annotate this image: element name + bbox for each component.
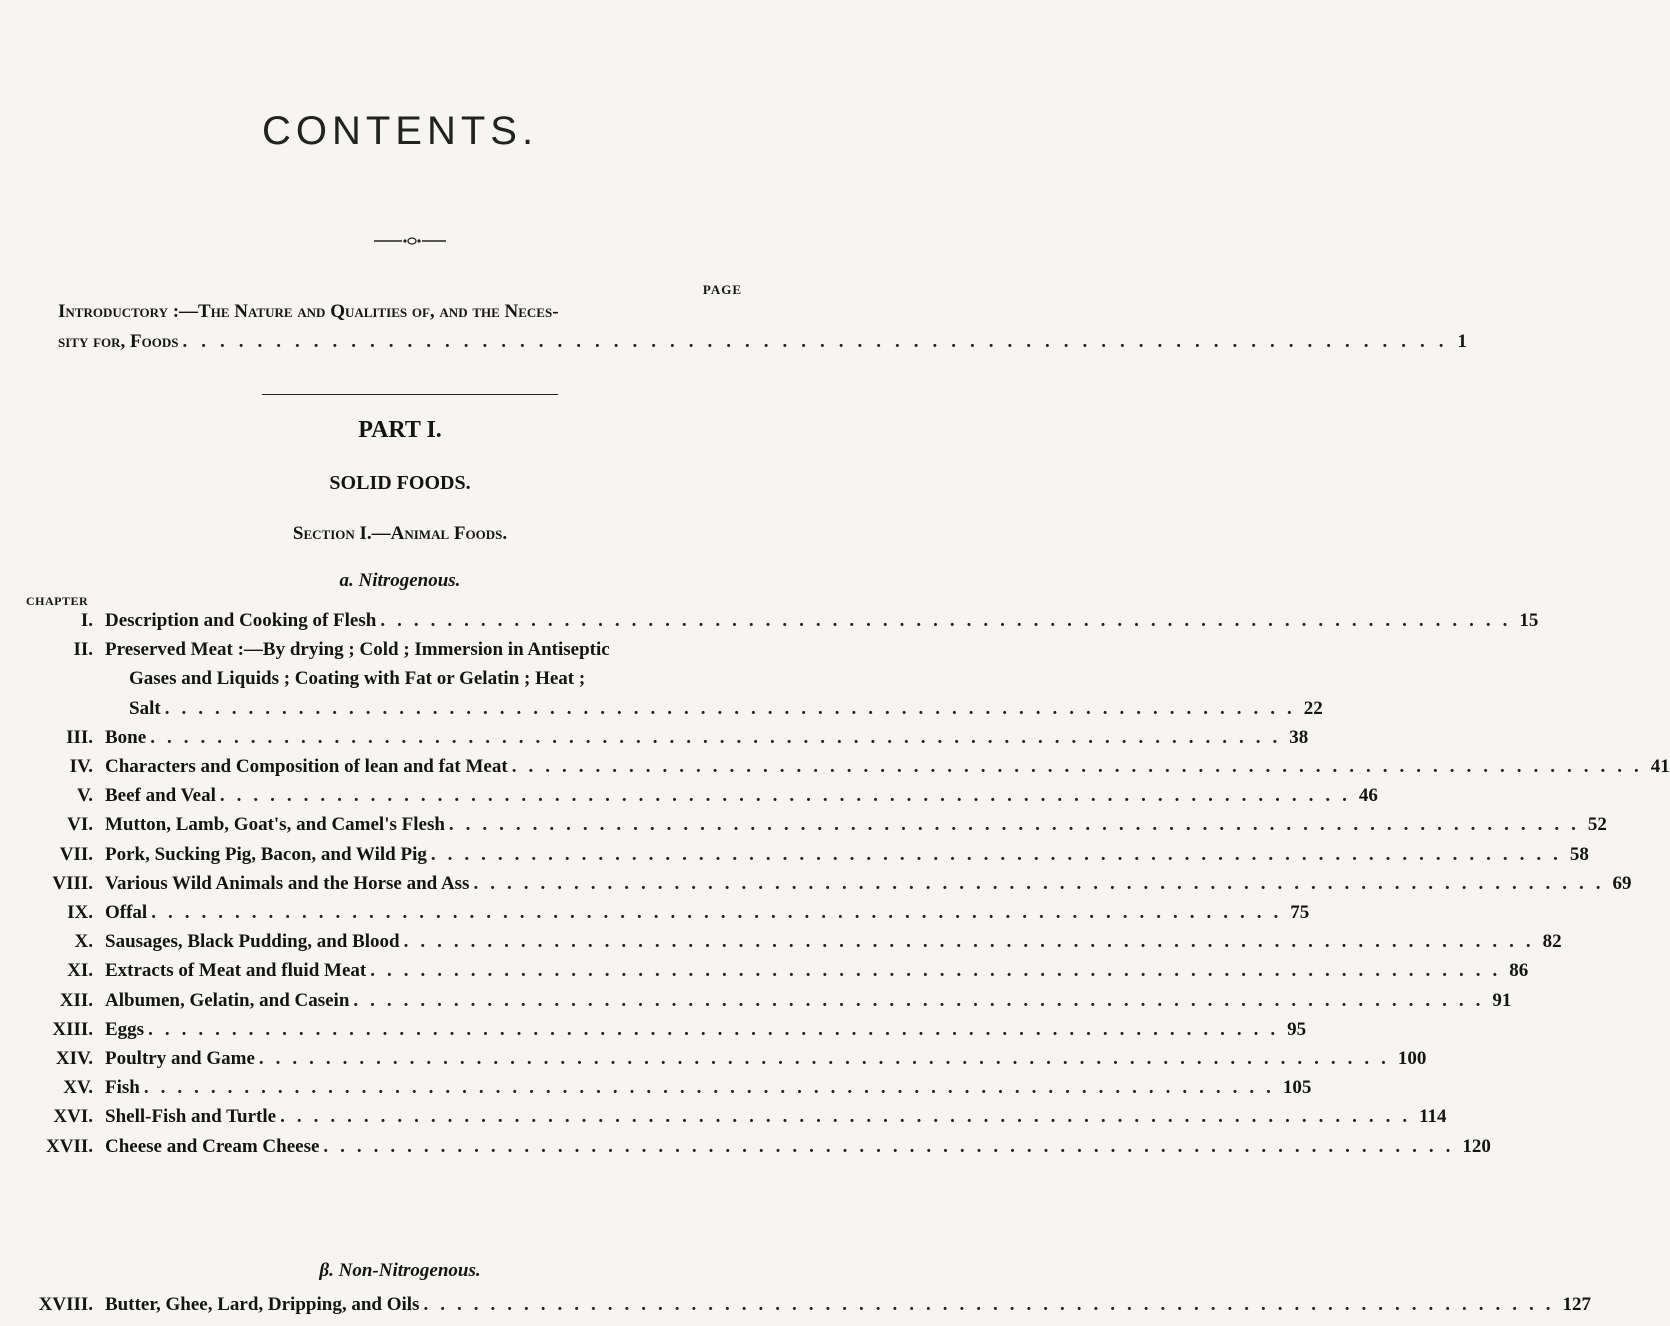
- dot-leader: ....................................................................: [473, 872, 1613, 894]
- dot-leader: ....................................................................: [182, 331, 1458, 352]
- chapter-title-line: [105, 810, 1607, 839]
- chapter-page: 58: [1569, 843, 1589, 865]
- chapter-title-line: [105, 781, 1378, 810]
- subheading-non-nitrogenous: β. Non-Nitrogenous.: [319, 1260, 481, 1281]
- toc-entry: [0, 1132, 1491, 1161]
- chapter-title-block: [105, 840, 1589, 869]
- chapter-number: XI.: [67, 960, 93, 982]
- chapter-title-block: [105, 635, 1323, 723]
- chapter-page: 114: [1419, 1106, 1447, 1128]
- chapter-page: 15: [1519, 610, 1539, 631]
- chapter-page: 100: [1397, 1048, 1427, 1070]
- chapter-title-block: [105, 1132, 1491, 1161]
- chapter-number: XVII.: [46, 1135, 93, 1157]
- chapter-title-block: [105, 1290, 1591, 1319]
- chapter-title-block: [105, 810, 1607, 839]
- chapter-number: VII.: [59, 843, 93, 865]
- chapter-number: XIII.: [52, 1018, 93, 1040]
- chapter-title-block: [105, 1102, 1447, 1131]
- dot-leader: ....................................................................: [258, 1048, 1398, 1070]
- chapter-title-line: [105, 1132, 1491, 1161]
- chapter-title-line: [105, 927, 1562, 956]
- page-title: CONTENTS.: [261, 108, 539, 153]
- chapter-page: 22: [1303, 697, 1323, 719]
- dot-leader: ....................................................................: [448, 814, 1588, 836]
- chapter-number: I.: [80, 610, 93, 631]
- chapter-title: Butter, Ghee, Lard, Dripping, and Oils: [105, 1294, 420, 1315]
- chapter-title: Shell-Fish and Turtle: [105, 1106, 277, 1128]
- chapter-number: VIII.: [52, 872, 93, 894]
- toc-entry: [0, 898, 1310, 927]
- chapter-page: 69: [1612, 872, 1632, 894]
- introduction-page: 1: [1457, 331, 1467, 352]
- chapter-page: 91: [1492, 989, 1512, 1011]
- chapter-title: Cheese and Cream Cheese: [105, 1135, 320, 1157]
- chapter-title-line: [105, 752, 1670, 781]
- chapter-title: Beef and Veal: [105, 785, 216, 807]
- chapter-title-block: [105, 927, 1562, 956]
- chapter-title-line: [105, 840, 1589, 869]
- dot-leader: ....................................................................: [219, 785, 1359, 807]
- chapter-page: 95: [1287, 1018, 1307, 1040]
- dot-leader: ....................................................................: [423, 1294, 1563, 1315]
- dot-leader: ....................................................................: [353, 989, 1493, 1011]
- chapter-title-line: [105, 956, 1529, 985]
- chapter-number: XIV.: [55, 1048, 93, 1070]
- chapter-title-line: [105, 898, 1310, 927]
- toc-entry: [0, 723, 1309, 752]
- chapter-title-block: [105, 898, 1310, 927]
- chapter-page: 38: [1289, 726, 1309, 748]
- chapter-title: Extracts of Meat and fluid Meat: [105, 960, 367, 982]
- chapter-title: Bone: [105, 726, 147, 748]
- chapter-title-line: [105, 869, 1632, 898]
- toc-entry: [0, 927, 1562, 956]
- dot-leader: ....................................................................: [143, 1077, 1283, 1099]
- chapter-title: Various Wild Animals and the Horse and Ass: [105, 872, 470, 894]
- toc-entry: [0, 635, 1323, 723]
- chapter-number: IV.: [69, 756, 93, 778]
- dot-leader: ....................................................................: [380, 610, 1520, 631]
- introduction-line-2-text: sity for, Foods: [58, 331, 179, 352]
- chapter-title: Albumen, Gelatin, and Casein: [105, 989, 350, 1011]
- chapter-title-block: [105, 956, 1529, 985]
- introduction-line-1: Introductory :—The Nature and Qualities of, and the Neces-: [58, 301, 559, 322]
- chapter-list-2: [0, 1290, 1591, 1319]
- chapter-title: Eggs: [105, 1018, 145, 1040]
- chapter-page: 82: [1542, 931, 1562, 953]
- toc-entry: [0, 810, 1607, 839]
- toc-entry: [0, 1290, 1591, 1319]
- chapter-number: XV.: [63, 1077, 93, 1099]
- chapter-title-block: [105, 723, 1309, 752]
- chapter-column-label: CHAPTER: [26, 594, 89, 608]
- subheading-nitrogenous: a. Nitrogenous.: [339, 570, 461, 591]
- introduction-entry: [58, 297, 1467, 357]
- toc-entry: [0, 840, 1589, 869]
- chapter-title: Description and Cooking of Flesh: [105, 610, 377, 631]
- chapter-title: Sausages, Black Pudding, and Blood: [105, 931, 400, 953]
- chapter-title-line: [105, 1102, 1447, 1131]
- chapter-page: 46: [1358, 785, 1378, 807]
- part-title: PART I.: [358, 417, 442, 443]
- toc-entry: [0, 752, 1670, 781]
- dot-leader: ....................................................................: [511, 756, 1651, 778]
- chapter-title-line: [105, 723, 1309, 752]
- toc-entry: [0, 781, 1378, 810]
- section-rule: [262, 394, 558, 395]
- chapter-title: Offal: [105, 902, 148, 924]
- section-title: Section I.—Animal Foods.: [292, 523, 508, 544]
- chapter-title-block: [105, 1073, 1312, 1102]
- toc-entry: [0, 869, 1632, 898]
- toc-entry: [0, 986, 1512, 1015]
- dot-leader: ....................................................................: [148, 1018, 1288, 1040]
- toc-entry: [0, 1015, 1307, 1044]
- chapter-title-line: [105, 1015, 1307, 1044]
- ornament-divider: [374, 236, 446, 246]
- chapter-title-block: [105, 869, 1632, 898]
- chapter-number: III.: [66, 726, 93, 748]
- chapter-title-block: [105, 752, 1670, 781]
- chapter-number: IX.: [67, 902, 93, 924]
- dot-leader: ....................................................................: [151, 902, 1291, 924]
- chapter-title-line: [105, 1044, 1427, 1073]
- chapter-title-line: [105, 694, 1323, 723]
- chapter-title: Poultry and Game: [105, 1048, 255, 1070]
- chapter-title-line: [105, 606, 1539, 635]
- chapter-title-line: [105, 635, 738, 664]
- toc-entry: [0, 1044, 1427, 1073]
- chapter-title: Gases and Liquids ; Coating with Fat or Gelatin ; Heat ;: [129, 668, 586, 690]
- dot-leader: ....................................................................: [280, 1106, 1420, 1128]
- chapter-title-line: [105, 986, 1512, 1015]
- toc-entry: [0, 606, 1539, 635]
- toc-entry: [0, 1102, 1447, 1131]
- chapter-page: 127: [1562, 1294, 1591, 1315]
- chapter-title: Characters and Composition of lean and fat Meat: [105, 756, 508, 778]
- chapter-title: Salt: [129, 697, 161, 719]
- chapter-title-block: [105, 1015, 1307, 1044]
- dot-leader: ....................................................................: [403, 931, 1543, 953]
- dot-leader: ....................................................................: [430, 843, 1570, 865]
- dot-leader: ....................................................................: [323, 1135, 1463, 1157]
- chapter-title-block: [105, 606, 1539, 635]
- part-subtitle: SOLID FOODS.: [329, 472, 471, 494]
- chapter-number: V.: [76, 785, 93, 807]
- chapter-title-block: [105, 986, 1512, 1015]
- chapter-page: 41: [1650, 756, 1670, 778]
- chapter-title-line: [105, 1290, 1591, 1319]
- chapter-title-line: [105, 1073, 1312, 1102]
- chapter-page: 86: [1509, 960, 1529, 982]
- dot-leader: ....................................................................: [150, 726, 1290, 748]
- chapter-page: 120: [1462, 1135, 1491, 1157]
- chapter-title-line: [105, 664, 738, 693]
- chapter-page: 105: [1282, 1077, 1312, 1099]
- page-column-label: PAGE: [702, 282, 742, 297]
- toc-entry: [0, 956, 1529, 985]
- dot-leader: ....................................................................: [370, 960, 1510, 982]
- chapter-title: Fish: [105, 1077, 140, 1099]
- chapter-list: [0, 606, 1670, 1161]
- dot-leader: ....................................................................: [164, 697, 1304, 719]
- toc-entry: [0, 1073, 1312, 1102]
- chapter-title-block: [105, 781, 1378, 810]
- chapter-number: VI.: [67, 814, 93, 836]
- chapter-title: Mutton, Lamb, Goat's, and Camel's Flesh: [105, 814, 445, 836]
- chapter-number: XVI.: [53, 1106, 93, 1128]
- chapter-page: 75: [1290, 902, 1310, 924]
- introduction-line-2: [58, 327, 1467, 357]
- chapter-number: X.: [74, 931, 93, 953]
- chapter-number: XVIII.: [38, 1294, 93, 1315]
- chapter-number: XII.: [59, 989, 93, 1011]
- chapter-title-block: [105, 1044, 1427, 1073]
- chapter-number: II.: [73, 639, 93, 661]
- chapter-title: Pork, Sucking Pig, Bacon, and Wild Pig: [105, 843, 427, 865]
- chapter-page: 52: [1587, 814, 1607, 836]
- chapter-title: Preserved Meat :—By drying ; Cold ; Immersion in Antiseptic: [105, 639, 610, 661]
